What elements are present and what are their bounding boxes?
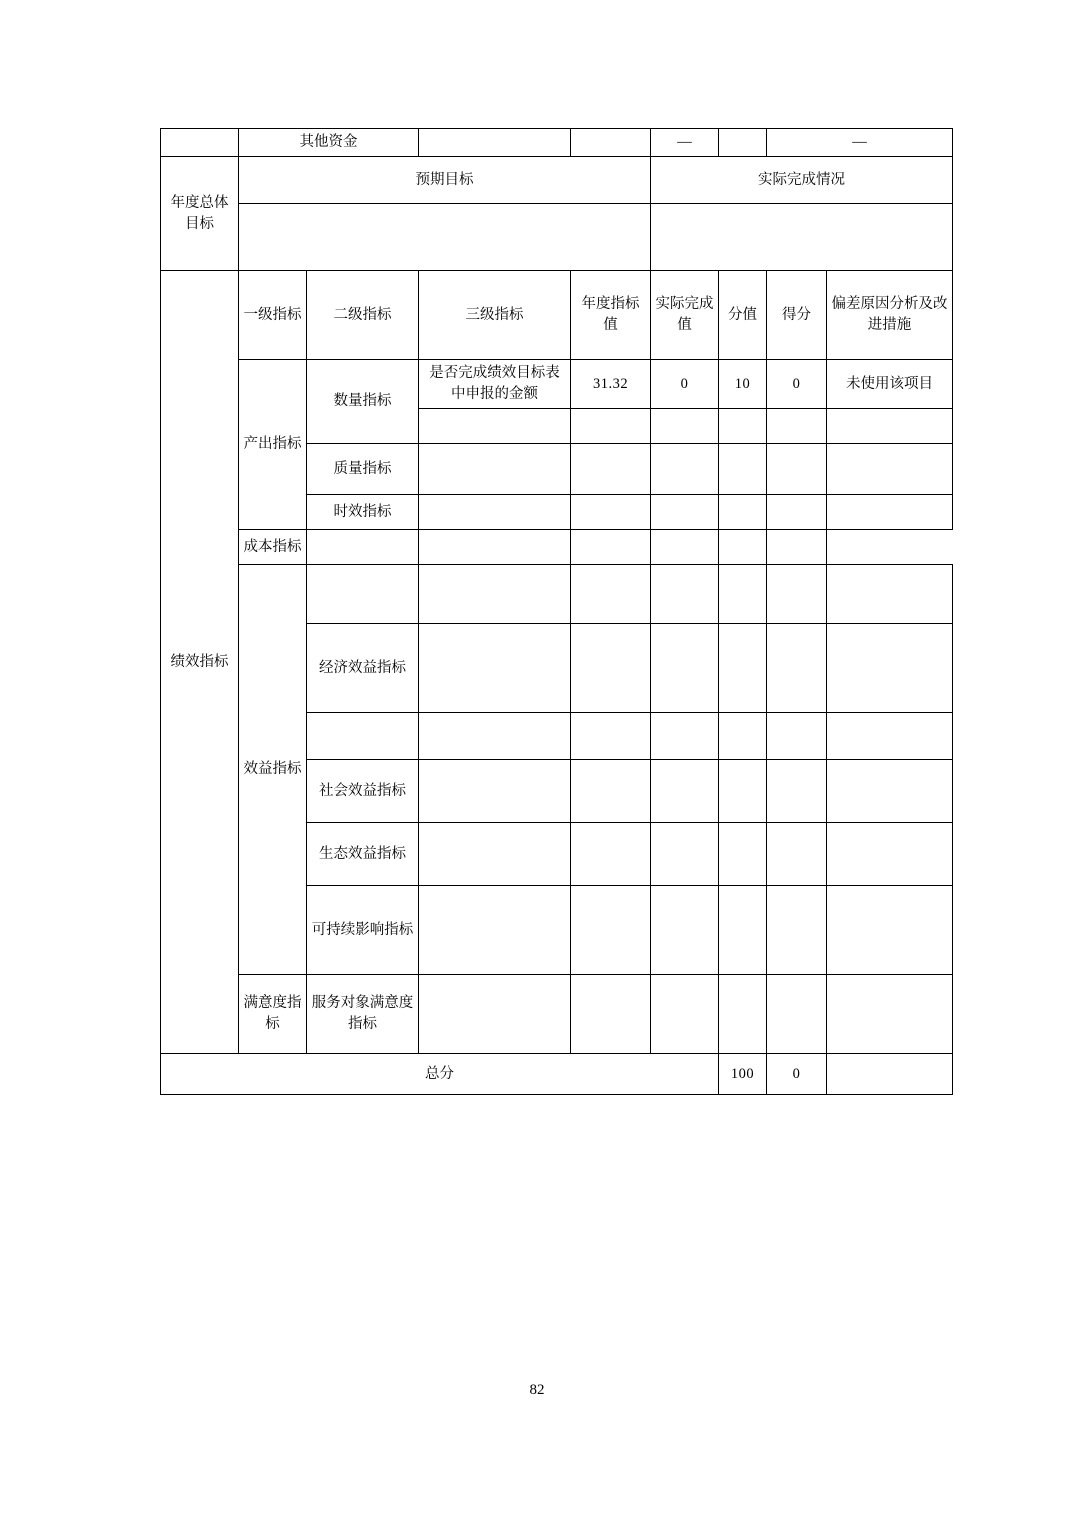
- other-funds-value1: [419, 129, 571, 157]
- table-row: [161, 565, 953, 624]
- cell-annual-target: [571, 565, 651, 624]
- cell-level3: [419, 624, 571, 713]
- cell-score: [767, 823, 827, 886]
- cell-actual-value: [651, 444, 719, 495]
- cell-score: [767, 713, 827, 760]
- total-deviation: [827, 1054, 953, 1095]
- cell-annual-target: [571, 444, 651, 495]
- table-row: [161, 975, 953, 1054]
- cell-actual-value: [651, 565, 719, 624]
- cell-deviation: [827, 444, 953, 495]
- performance-row-label: 绩效指标: [161, 271, 239, 1054]
- cell-score: [767, 409, 827, 444]
- other-funds-value4: [719, 129, 767, 157]
- cell-annual-target: [571, 760, 651, 823]
- cell-deviation: [827, 886, 953, 975]
- cell-actual-value: [651, 409, 719, 444]
- cell-level3: [419, 760, 571, 823]
- cell-score-value: [719, 444, 767, 495]
- page-number: 82: [529, 1382, 545, 1398]
- cell-actual-value: [651, 823, 719, 886]
- cell-deviation: [827, 624, 953, 713]
- cell-actual-value: [571, 530, 651, 565]
- header-deviation: 偏差原因分析及改进措施: [827, 271, 953, 360]
- header-score: 得分: [767, 271, 827, 360]
- header-actual-value: 实际完成值: [651, 271, 719, 360]
- cell-actual-value: [651, 975, 719, 1054]
- cell-level2: 成本指标: [239, 530, 307, 565]
- cell-deviation: [827, 565, 953, 624]
- cell-level3: [419, 565, 571, 624]
- cell-level2: 经济效益指标: [307, 624, 419, 713]
- cell-score: [767, 975, 827, 1054]
- total-label: 总分: [161, 1054, 719, 1095]
- performance-target-table: [160, 128, 953, 1095]
- annual-goal-expected-value: [239, 204, 651, 271]
- cell-score: [767, 444, 827, 495]
- cell-level2: [307, 565, 419, 624]
- cell-score: [767, 495, 827, 530]
- cell-score-value: [719, 624, 767, 713]
- table-row-performance-header: [161, 271, 953, 360]
- cell-deviation: [827, 409, 953, 444]
- cell-score-value: [719, 886, 767, 975]
- cell-annual-target: [571, 624, 651, 713]
- cell-score-value: [719, 409, 767, 444]
- annual-goal-row-label: 年度总体目标: [161, 157, 239, 271]
- cell-score-value: [719, 975, 767, 1054]
- header-score-value: 分值: [719, 271, 767, 360]
- cell-level3: [419, 975, 571, 1054]
- cell-actual-value: [651, 886, 719, 975]
- header-annual-target: 年度指标值: [571, 271, 651, 360]
- cell-annual-target: [571, 975, 651, 1054]
- cell-actual-value: [651, 624, 719, 713]
- cell-score-value: 10: [719, 360, 767, 409]
- cell-deviation: 未使用该项目: [827, 360, 953, 409]
- table-row-total: [161, 1054, 953, 1095]
- cell-level3: [419, 713, 571, 760]
- cell-score-value: [651, 530, 719, 565]
- cell-score-value: [719, 565, 767, 624]
- group-label-satisfaction: 满意度指标: [239, 975, 307, 1054]
- table-row: [161, 360, 953, 409]
- cell-deviation: [767, 530, 827, 565]
- cell-actual-value: [651, 760, 719, 823]
- cell-score: [719, 530, 767, 565]
- cell-level3: [419, 886, 571, 975]
- header-level1: 一级指标: [239, 271, 307, 360]
- cell-annual-target: [571, 495, 651, 530]
- cell-annual-target: 31.32: [571, 360, 651, 409]
- table-row: [161, 530, 953, 565]
- annual-goal-actual-value: [651, 204, 953, 271]
- other-funds-value2: [571, 129, 651, 157]
- cell-level3: 是否完成绩效目标表中申报的金额: [419, 360, 571, 409]
- cell-level2: 时效指标: [307, 495, 419, 530]
- cell-level3: [419, 444, 571, 495]
- cell-deviation: [827, 760, 953, 823]
- header-level2: 二级指标: [307, 271, 419, 360]
- cell-score: [767, 624, 827, 713]
- cell-level3: [419, 495, 571, 530]
- cell-score: [767, 886, 827, 975]
- group-label-benefit: 效益指标: [239, 565, 307, 975]
- cell-level2: 社会效益指标: [307, 760, 419, 823]
- cell-actual-value: [651, 495, 719, 530]
- cell-score-value: [719, 823, 767, 886]
- cell-actual-value: [651, 713, 719, 760]
- other-funds-label: 其他资金: [239, 129, 419, 157]
- cell-annual-target: [571, 409, 651, 444]
- table-row-annual-goal-header: [161, 157, 953, 204]
- cell-level3: [419, 823, 571, 886]
- cell-deviation: [827, 975, 953, 1054]
- cell-level2: [307, 713, 419, 760]
- cell-level2: 质量指标: [307, 444, 419, 495]
- total-score: 0: [767, 1054, 827, 1095]
- cell-actual-value: 0: [651, 360, 719, 409]
- cell-score: 0: [767, 360, 827, 409]
- cell-deviation: [827, 823, 953, 886]
- other-funds-value5: —: [767, 129, 953, 157]
- cell-level2: 生态效益指标: [307, 823, 419, 886]
- cell-deviation: [827, 495, 953, 530]
- table-row-annual-goal-values: [161, 204, 953, 271]
- annual-goal-expected-header: 预期目标: [239, 157, 651, 204]
- cell-annual-target: [571, 886, 651, 975]
- cell-score: [767, 565, 827, 624]
- cell-level3: [307, 530, 419, 565]
- annual-goal-actual-header: 实际完成情况: [651, 157, 953, 204]
- cell-annual-target: [571, 823, 651, 886]
- cell-level2: 服务对象满意度指标: [307, 975, 419, 1054]
- cell-level3: [419, 409, 571, 444]
- table-row-other-funds: [161, 129, 953, 157]
- total-score-value: 100: [719, 1054, 767, 1095]
- other-funds-value3: —: [651, 129, 719, 157]
- cell-level2: 可持续影响指标: [307, 886, 419, 975]
- cell-score-value: [719, 760, 767, 823]
- other-funds-blank-cell: [161, 129, 239, 157]
- cell-deviation: [827, 713, 953, 760]
- cell-annual-target: [571, 713, 651, 760]
- cell-level2: 数量指标: [307, 360, 419, 444]
- cell-score-value: [719, 495, 767, 530]
- group-label-output: 产出指标: [239, 360, 307, 530]
- cell-score: [767, 760, 827, 823]
- cell-score-value: [719, 713, 767, 760]
- header-level3: 三级指标: [419, 271, 571, 360]
- cell-annual-target: [419, 530, 571, 565]
